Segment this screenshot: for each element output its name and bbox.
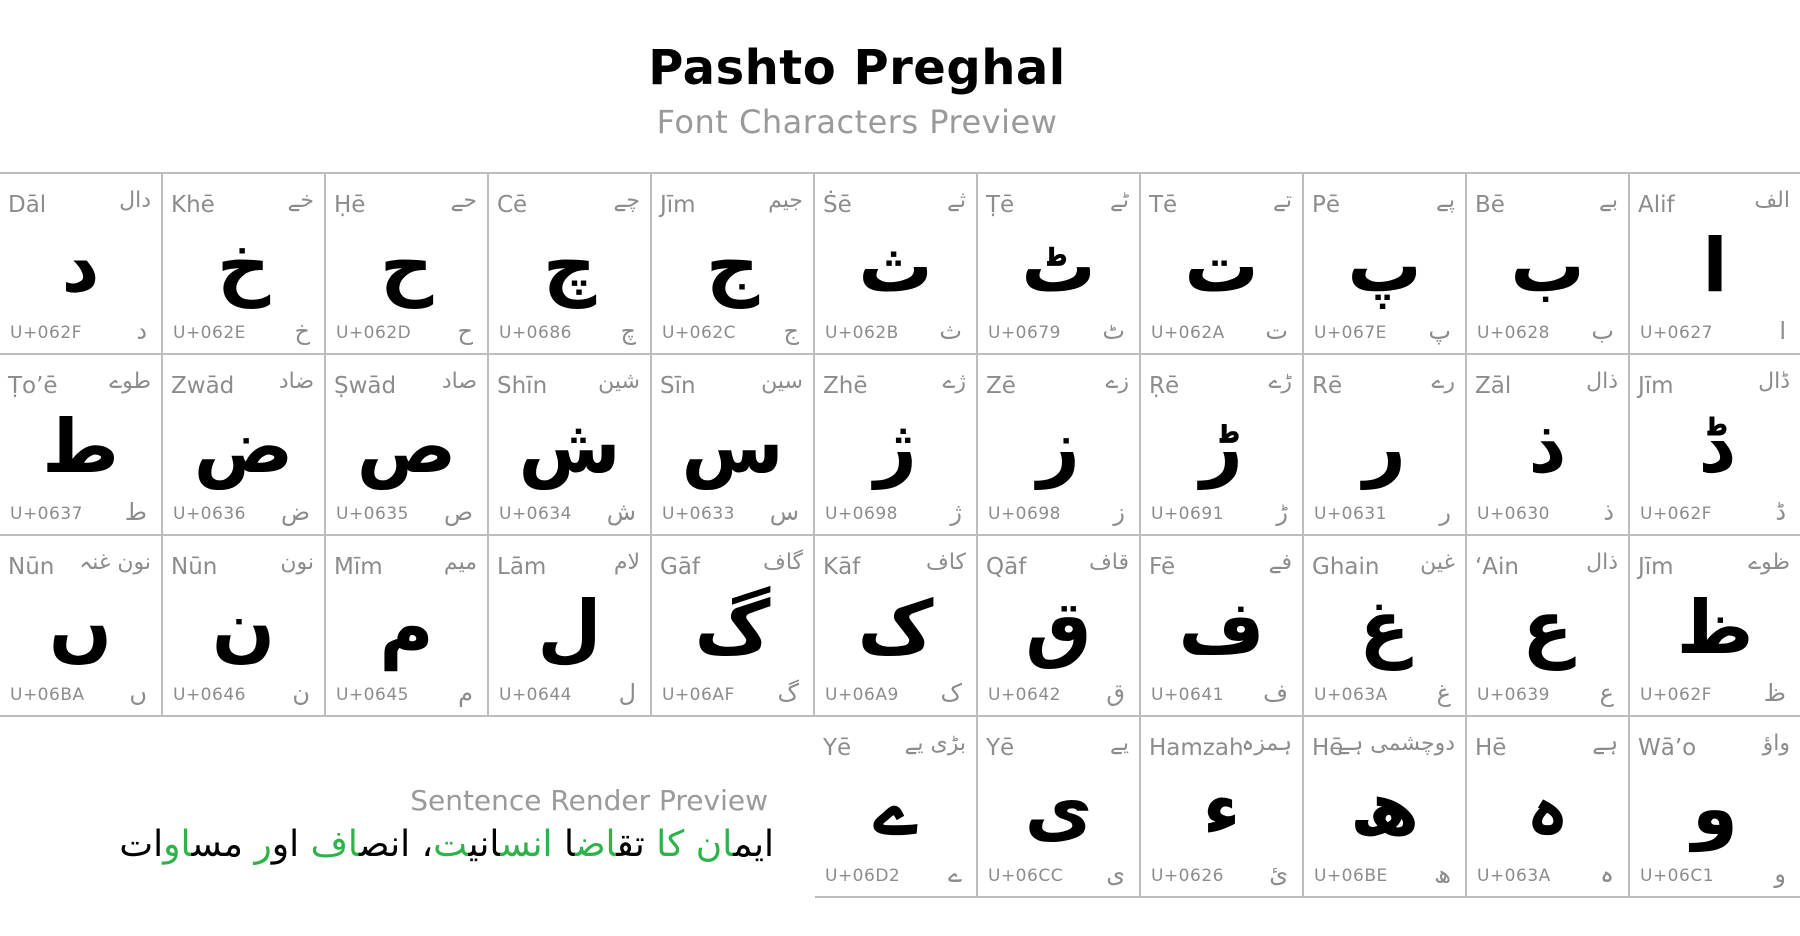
character-cell — [978, 174, 1141, 355]
character-cell — [0, 536, 163, 717]
highlighted-segment: کا — [656, 824, 685, 865]
character-urdu-name: بڑی یے — [904, 731, 966, 756]
character-urdu-name: ظوے — [1748, 550, 1790, 575]
character-glyph: ط — [42, 404, 119, 490]
character-unicode: U+06D2 — [825, 866, 901, 886]
highlighted-segment: انس — [500, 824, 553, 865]
character-glyph: ں — [48, 585, 113, 671]
character-glyph: ٹ — [1021, 223, 1096, 309]
character-glyph-small: ے — [947, 860, 962, 888]
character-unicode: U+0698 — [988, 504, 1061, 524]
character-glyph-small: ف — [1263, 679, 1288, 707]
character-glyph-small: ذ — [1603, 498, 1614, 526]
character-name: Zāl — [1475, 373, 1512, 399]
character-glyph-small: غ — [1436, 679, 1451, 707]
character-glyph-small: ر — [1439, 498, 1451, 526]
character-unicode: U+062D — [336, 323, 412, 343]
character-cell — [163, 355, 326, 536]
sentence-preview-text — [119, 824, 774, 865]
character-cell — [978, 355, 1141, 536]
character-name: Gāf — [660, 554, 701, 580]
character-name: Wā’o — [1638, 735, 1697, 761]
character-glyph: ا — [1702, 223, 1728, 309]
character-urdu-name: ذال — [1586, 550, 1618, 575]
character-unicode: U+0628 — [1477, 323, 1550, 343]
text-segment: ا — [552, 824, 575, 865]
character-cell — [815, 536, 978, 717]
character-unicode: U+0686 — [499, 323, 572, 343]
character-unicode: U+062E — [173, 323, 246, 343]
character-glyph: د — [61, 223, 100, 309]
character-cell — [978, 536, 1141, 717]
character-glyph: ع — [1522, 585, 1573, 671]
character-cell — [1467, 536, 1630, 717]
character-unicode: U+06C1 — [1640, 866, 1715, 886]
text-segment: ، انص — [358, 824, 434, 865]
character-name: Yē — [986, 735, 1015, 761]
character-urdu-name: خے — [287, 188, 314, 213]
character-unicode: U+062F — [10, 323, 82, 343]
character-name: Hē — [1312, 735, 1344, 761]
character-unicode: U+0634 — [499, 504, 572, 524]
character-cell — [0, 174, 163, 355]
character-urdu-name: بے — [1598, 188, 1618, 213]
character-unicode: U+062B — [825, 323, 899, 343]
character-cell — [978, 717, 1141, 898]
character-glyph-small: ڑ — [1276, 498, 1288, 526]
character-glyph: ل — [537, 585, 602, 671]
character-glyph: ک — [857, 585, 934, 671]
character-glyph-small: ش — [606, 498, 636, 526]
character-unicode: U+063A — [1314, 685, 1388, 705]
character-glyph-small: ص — [443, 498, 473, 526]
sentence-preview-label: Sentence Render Preview — [410, 784, 768, 817]
character-unicode: U+0698 — [825, 504, 898, 524]
character-name: Kāf — [823, 554, 861, 580]
character-name: Cē — [497, 192, 528, 218]
character-urdu-name: چے — [613, 188, 640, 213]
character-unicode: U+0633 — [662, 504, 735, 524]
character-cell — [1141, 717, 1304, 898]
character-glyph: ت — [1184, 223, 1259, 309]
character-glyph-small: ح — [457, 317, 473, 345]
character-glyph: ب — [1510, 223, 1585, 309]
character-cell — [652, 536, 815, 717]
character-urdu-name: قاف — [1088, 550, 1129, 575]
character-glyph: غ — [1359, 585, 1410, 671]
character-urdu-name: لام — [613, 550, 640, 575]
character-glyph: ش — [518, 404, 621, 490]
character-glyph: ز — [1037, 404, 1080, 490]
character-cell — [1630, 355, 1800, 536]
character-glyph-small: ی — [1106, 860, 1125, 888]
character-glyph: ہ — [1525, 766, 1570, 852]
character-name: Zhē — [823, 373, 868, 399]
character-unicode: U+062A — [1151, 323, 1225, 343]
character-glyph-small: ث — [939, 317, 962, 345]
character-name: Jīm — [1638, 554, 1674, 580]
character-name: Bē — [1475, 192, 1505, 218]
character-name: Hamzah — [1149, 735, 1244, 761]
character-cell — [815, 717, 978, 898]
highlighted-segment: اض — [574, 824, 617, 865]
text-segment: انی — [468, 824, 501, 865]
character-glyph-small: ہ — [1599, 860, 1614, 888]
character-urdu-name: جيم — [768, 188, 803, 213]
highlighted-segment: ت — [433, 824, 469, 865]
character-name: Jīm — [660, 192, 696, 218]
character-urdu-name: ڑے — [1268, 369, 1292, 394]
character-cell — [1141, 355, 1304, 536]
character-glyph-small: ل — [618, 679, 636, 707]
text-segment: مس — [191, 824, 255, 865]
character-urdu-name: تے — [1272, 188, 1292, 213]
character-unicode: U+062F — [1640, 504, 1712, 524]
character-urdu-name: غين — [1420, 550, 1455, 575]
character-cell — [1304, 536, 1467, 717]
character-unicode: U+062F — [1640, 685, 1712, 705]
character-name: Hē — [1475, 735, 1507, 761]
character-glyph-small: ع — [1599, 679, 1614, 707]
character-glyph-small: ز — [1113, 498, 1125, 526]
character-name: Nūn — [171, 554, 218, 580]
character-cell — [163, 174, 326, 355]
highlighted-segment: اف — [310, 824, 359, 865]
text-segment — [684, 824, 695, 865]
character-glyph: ژ — [874, 404, 917, 490]
character-glyph: ن — [211, 585, 276, 671]
character-unicode: U+063A — [1477, 866, 1551, 886]
character-cell — [489, 536, 652, 717]
character-name: Zwād — [171, 373, 235, 399]
character-glyph-small: گ — [777, 679, 799, 707]
character-glyph-small: ک — [940, 679, 962, 707]
character-glyph: ڑ — [1200, 404, 1243, 490]
character-glyph-small: ب — [1591, 317, 1614, 345]
character-name: Ṛē — [1149, 373, 1180, 399]
character-urdu-name: ژے — [942, 369, 966, 394]
character-cell — [815, 355, 978, 536]
character-glyph-small: ت — [1265, 317, 1288, 345]
character-unicode: U+067E — [1314, 323, 1387, 343]
character-cell — [1467, 174, 1630, 355]
character-cell — [1630, 536, 1800, 717]
character-cell — [1467, 355, 1630, 536]
character-name: Qāf — [986, 554, 1027, 580]
character-urdu-name: سين — [761, 369, 803, 394]
character-glyph: ر — [1363, 404, 1406, 490]
character-glyph-small: ڈ — [1775, 498, 1786, 526]
character-unicode: U+0636 — [173, 504, 246, 524]
character-unicode: U+0637 — [10, 504, 83, 524]
character-urdu-name: طوے — [109, 369, 151, 394]
character-name: Ṡē — [823, 192, 852, 218]
character-name: Zē — [986, 373, 1016, 399]
character-unicode: U+0627 — [1640, 323, 1713, 343]
sentence-preview — [0, 718, 822, 900]
character-urdu-name: ثے — [946, 188, 966, 213]
character-cell — [1304, 355, 1467, 536]
character-glyph: ے — [873, 766, 918, 852]
page-title: Pashto Preghal — [648, 40, 1066, 96]
character-name: Jīm — [1638, 373, 1674, 399]
character-urdu-name: ٹے — [1109, 188, 1129, 213]
character-urdu-name: صاد — [441, 369, 477, 394]
character-glyph: ح — [379, 223, 434, 309]
character-unicode: U+0646 — [173, 685, 246, 705]
character-urdu-name: یے — [1109, 731, 1129, 756]
character-glyph: ء — [1202, 766, 1241, 852]
character-cell — [652, 174, 815, 355]
character-urdu-name: ہے — [1592, 731, 1618, 756]
character-glyph-small: ا — [1779, 317, 1786, 345]
character-urdu-name: پے — [1435, 188, 1455, 213]
character-glyph-small: ں — [129, 679, 147, 707]
character-urdu-name: فے — [1268, 550, 1292, 575]
character-name: Lām — [497, 554, 547, 580]
character-unicode: U+06AF — [662, 685, 735, 705]
character-cell — [1304, 174, 1467, 355]
character-glyph-small: ق — [1106, 679, 1125, 707]
character-unicode: U+0626 — [1151, 866, 1224, 886]
text-segment: تق — [616, 824, 657, 865]
character-cell — [489, 355, 652, 536]
character-urdu-name: دوچشمی ہے — [1337, 731, 1455, 756]
character-cell — [815, 174, 978, 355]
character-urdu-name: حے — [450, 188, 477, 213]
character-name: Yē — [823, 735, 852, 761]
character-name: Sīn — [660, 373, 696, 399]
character-glyph-small: م — [458, 679, 473, 707]
text-segment: ایم — [733, 824, 774, 865]
character-glyph-small: خ — [294, 317, 310, 345]
character-unicode: U+0644 — [499, 685, 572, 705]
character-glyph: ق — [1025, 585, 1092, 671]
character-name: Ṭē — [986, 192, 1015, 218]
character-unicode: U+0635 — [336, 504, 409, 524]
character-urdu-name: ذال — [1586, 369, 1618, 394]
character-unicode: U+0679 — [988, 323, 1061, 343]
character-name: Ṭo’ē — [8, 373, 58, 399]
character-glyph: ظ — [1676, 585, 1754, 671]
character-glyph: ذ — [1528, 404, 1567, 490]
character-glyph: گ — [694, 585, 771, 671]
character-cell — [489, 174, 652, 355]
character-name: Ghain — [1312, 554, 1380, 580]
character-unicode: U+0645 — [336, 685, 409, 705]
character-urdu-name: واؤ — [1762, 731, 1790, 756]
character-glyph-small: ئ — [1269, 860, 1288, 888]
character-glyph-small: ھ — [1434, 860, 1451, 888]
character-glyph-small: ٹ — [1102, 317, 1125, 345]
character-glyph: ی — [1024, 766, 1093, 852]
character-urdu-name: گاف — [763, 550, 803, 575]
character-cell — [326, 536, 489, 717]
character-glyph: ص — [356, 404, 457, 490]
character-glyph: پ — [1347, 223, 1422, 309]
character-name: Pē — [1312, 192, 1341, 218]
character-unicode: U+0630 — [1477, 504, 1550, 524]
character-unicode: U+0642 — [988, 685, 1061, 705]
character-name: Ṣwād — [334, 373, 397, 399]
character-name: Ḥē — [334, 192, 366, 218]
character-name: Tē — [1149, 192, 1178, 218]
character-urdu-name: شين — [598, 369, 640, 394]
character-cell — [652, 355, 815, 536]
character-glyph-small: ن — [292, 679, 310, 707]
character-unicode: U+0691 — [1151, 504, 1224, 524]
character-unicode: U+06BA — [10, 685, 85, 705]
character-unicode: U+06CC — [988, 866, 1064, 886]
character-urdu-name: دال — [119, 188, 151, 213]
page-subtitle: Font Characters Preview — [656, 103, 1058, 141]
character-cell — [1630, 174, 1800, 355]
character-glyph: چ — [542, 223, 597, 309]
character-urdu-name: نون — [280, 550, 314, 575]
character-cell — [0, 355, 163, 536]
character-glyph: خ — [216, 223, 271, 309]
character-glyph-small: س — [769, 498, 799, 526]
character-name: Dāl — [8, 192, 47, 218]
character-unicode: U+06A9 — [825, 685, 899, 705]
character-cell — [326, 355, 489, 536]
character-unicode: U+0639 — [1477, 685, 1550, 705]
character-glyph: و — [1692, 766, 1738, 852]
character-glyph: ف — [1178, 585, 1265, 671]
character-urdu-name: کاف — [926, 550, 966, 575]
character-unicode: U+062C — [662, 323, 737, 343]
character-cell — [163, 536, 326, 717]
character-name: ‘Ain — [1475, 554, 1520, 580]
character-glyph-small: ظ — [1763, 679, 1786, 707]
highlighted-segment: او — [163, 824, 192, 865]
character-glyph-small: چ — [620, 317, 636, 345]
character-cell — [1141, 536, 1304, 717]
character-unicode: U+0641 — [1151, 685, 1224, 705]
character-glyph-small: ژ — [950, 498, 962, 526]
character-cell — [326, 174, 489, 355]
character-glyph-small: ض — [280, 498, 310, 526]
character-cell — [1304, 717, 1467, 898]
character-glyph: س — [681, 404, 784, 490]
character-glyph-small: د — [136, 317, 147, 345]
character-name: Shīn — [497, 373, 548, 399]
character-name: Fē — [1149, 554, 1176, 580]
character-unicode: U+06BE — [1314, 866, 1388, 886]
highlighted-segment: ر — [254, 824, 272, 865]
highlighted-segment: ان — [695, 824, 734, 865]
character-urdu-name: ضاد — [278, 369, 314, 394]
character-urdu-name: الف — [1754, 188, 1790, 213]
text-segment: او — [271, 824, 311, 865]
character-name: Mīm — [334, 554, 383, 580]
character-glyph: ڈ — [1698, 404, 1732, 490]
character-urdu-name: ہمزہ — [1241, 731, 1292, 756]
character-glyph: ج — [705, 223, 760, 309]
character-urdu-name: نون غنہ — [79, 550, 151, 575]
character-urdu-name: ميم — [443, 550, 477, 575]
character-name: Nūn — [8, 554, 55, 580]
character-cell — [1630, 717, 1800, 898]
character-urdu-name: زے — [1105, 369, 1129, 394]
character-glyph-small: پ — [1428, 317, 1451, 345]
character-glyph: ض — [193, 404, 294, 490]
character-unicode: U+0631 — [1314, 504, 1387, 524]
character-glyph-small: ج — [783, 317, 799, 345]
character-name: Alif — [1638, 192, 1675, 218]
character-glyph-small: و — [1774, 860, 1786, 888]
character-cell — [1467, 717, 1630, 898]
character-glyph: م — [379, 585, 434, 671]
character-glyph: ث — [858, 223, 933, 309]
character-glyph: ھ — [1349, 766, 1420, 852]
character-glyph-small: ط — [124, 498, 147, 526]
text-segment: ات — [119, 824, 164, 865]
character-cell — [1141, 174, 1304, 355]
character-name: Rē — [1312, 373, 1343, 399]
character-urdu-name: رے — [1431, 369, 1455, 394]
character-name: Khē — [171, 192, 215, 218]
character-urdu-name: ڈال — [1758, 369, 1790, 394]
